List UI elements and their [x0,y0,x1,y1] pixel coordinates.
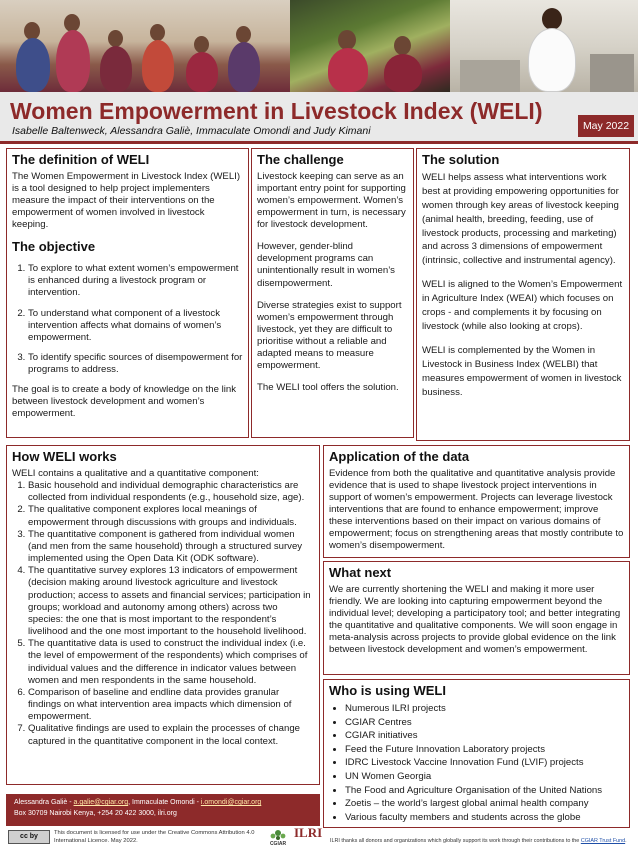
authors-line: Isabelle Baltenweck, Alessandra Galiè, Immaculate Omondi and Judy Kimani [12,125,371,137]
cgiar-trust-fund-link[interactable]: CGIAR Trust Fund [580,838,626,844]
who-item: • Feed the Future Innovation Laboratory projects [345,743,624,757]
how-intro: WELI contains a qualitative and a quantitative component: [12,467,259,479]
how-item: 7. Qualitative findings are used to explain the processes of change captured in the quantitative component in the local context. [28,723,314,747]
who-item: • Numerous ILRI projects [345,702,624,716]
how-item: 4. The quantitative survey explores 13 indicators of empowerment (decision making around livestock agriculture and livestock production; access to assets and financial services; participation in groups; workload and autonomy among others) across two species: the one that is most important to the respondent’s livelihood and the one most important to the household livelihood. [28,565,314,638]
how-item: 1. Basic household and individual demographic characteristics are collected from individual respondents (e.g., household size, age). [28,480,314,504]
who-item: • Zoetis – the world’s largest global animal health company [345,797,624,811]
objective-goal: The goal is to create a body of knowledge on the link between livestock development and women’s empowerment. [12,383,236,420]
how-item: 6. Comparison of baseline and endline data provides granular findings on what intervention area impacts which dimension of empowerment. [28,687,314,724]
who-item: • The Food and Agriculture Organisation of the United Nations [345,784,624,798]
how-weli-works-box [6,445,320,785]
application-text: Evidence from both the qualitative and quantitative analysis provide evidence that is used to shape livestock project interventions in support of women’s empowerment. Projects can leverage livestock interventions that are found to enhance empowerment; improve these interventions based on their impact on various domains of empowerment; focus on strengthening areas that mostly contribute to women’s disempowerment. [329,467,624,552]
who-item: • CGIAR Centres [345,716,624,730]
challenge-box [251,148,414,438]
contact-name-2: , Immaculate Omondi - [128,799,201,806]
photo-women-with-fodder [290,0,450,92]
challenge-paragraph: Diverse strategies exist to support women’s empowerment through livestock, yet they are difficult to prioritise without a reliable and adapted means to measure empowerment. [257,299,402,372]
thanks-end: . [625,838,627,844]
who-item: • Various faculty members and students across the globe [345,811,624,825]
how-item: 3. The quantitative component is gathered from individual women (and men from the same household) through a structured survey implemented using the Open Data Kit (ODK software). [28,529,314,566]
ilri-logo: ILRI [294,825,323,840]
who-item: • IDRC Livestock Vaccine Innovation Fund (LVIF) projects [345,756,624,770]
who-item: • CGIAR initiatives [345,729,624,743]
donor-thanks [330,838,627,844]
cgiar-logo [266,826,290,848]
header-photo-strip [0,0,638,92]
how-item: 2. The qualitative component explores local meanings of empowerment through discussions with groups and individuals. [28,504,314,528]
solution-paragraph: WELI is complemented by the Women in Livestock in Business Index (WELBI) that measures empowerment of women in livestock business. [422,344,622,398]
objective-item: 2. To understand what component of a livestock intervention affects what domains of women’s empowerment. [28,308,243,344]
solution-paragraph: WELI helps assess what interventions work best at providing empowering opportunities for women through key areas of livestock keeping (animal health, breeding, feeding, use of livestock products, processing and marketing) and across 3 dimensions of empowerment (intrinsic, collective and instrumental agency). [422,171,619,267]
who-heading: Who is using WELI [329,683,446,698]
definition-objective-box [6,148,249,438]
cgiar-label: CGIAR [269,841,287,847]
page-title: Women Empowerment in Livestock Index (WELI) [10,98,543,124]
challenge-paragraph: The WELI tool offers the solution. [257,382,399,394]
definition-text: The Women Empowerment in Livestock Index (WELI) is a tool designed to help project implementers measure the impact of their interventions on the empowerment of women involved in livestock keeping. [12,170,241,231]
objective-item: 1. To explore to what extent women’s empowerment is enhanced during a livestock program or intervention. [28,263,243,299]
how-list [12,480,314,748]
objective-list [12,263,243,376]
objective-heading: The objective [12,239,96,255]
solution-heading: The solution [422,152,500,167]
solution-box [416,148,630,441]
cc-by-license-icon[interactable]: cc by [8,830,50,844]
how-item: 5. The quantitative data is used to construct the individual index (i.e. the level of empowerment of the respondents) which comprises of individual values and the difference in indicator values between women and men respondents in the same household. [28,638,314,687]
what-next-box [323,561,630,675]
application-heading: Application of the data [329,449,470,464]
objective-item: 3. To identify specific sources of disempowerment for programs to address. [28,352,243,376]
email-link-1[interactable]: a.galie@cgiar.org [73,799,129,806]
contact-name-1: Alessandra Galiè - [14,799,74,806]
solution-paragraph: WELI is aligned to the Women’s Empowerment in Agriculture Index (WEAI) which focuses on crops - and complements it by focusing on livestock (while also looking at crops). [422,279,623,332]
contact-bar [6,794,320,826]
photo-woman-in-lab [450,0,638,92]
application-box [323,445,630,558]
definition-heading: The definition of WELI [12,152,150,167]
what-next-text: We are currently shortening the WELI and making it more user friendly. We are looking into capturing empowerment beyond the individual level; developing a participatory tool; and better integrating the quantitative and qualitative components. We will soon engage in meta-analysis across projects to provide global evidence on the link between livestock development and women’s empowerment. [329,583,621,656]
contact-line [14,798,312,809]
challenge-paragraph: Livestock keeping can serve as an important entry point for supporting women’s empowerment. Women’s empowerment in turn, is necessary for livestock development. [257,170,406,231]
email-link-2[interactable]: i.omondi@cgiar.org [200,799,262,806]
what-next-heading: What next [329,565,392,580]
license-text: This document is licensed for use under the Creative Commons Attribution 4.0 International Licence. May 2022. [54,830,255,845]
how-heading: How WELI works [12,449,117,464]
who-list [329,702,624,824]
thanks-text: ILRI thanks all donors and organizations which globally support its work through their contributions to the [330,838,581,844]
who-item: • UN Women Georgia [345,770,624,784]
contact-address: Box 30709 Nairobi Kenya, +254 20 422 3000, ilri.org [14,809,177,817]
challenge-paragraph: However, gender-blind development programs can unintentionally result in women’s disempowerment. [257,241,395,289]
challenge-heading: The challenge [257,152,344,167]
who-is-using-box [323,679,630,828]
date-badge: May 2022 [578,115,634,137]
photo-group-meeting [0,0,290,92]
